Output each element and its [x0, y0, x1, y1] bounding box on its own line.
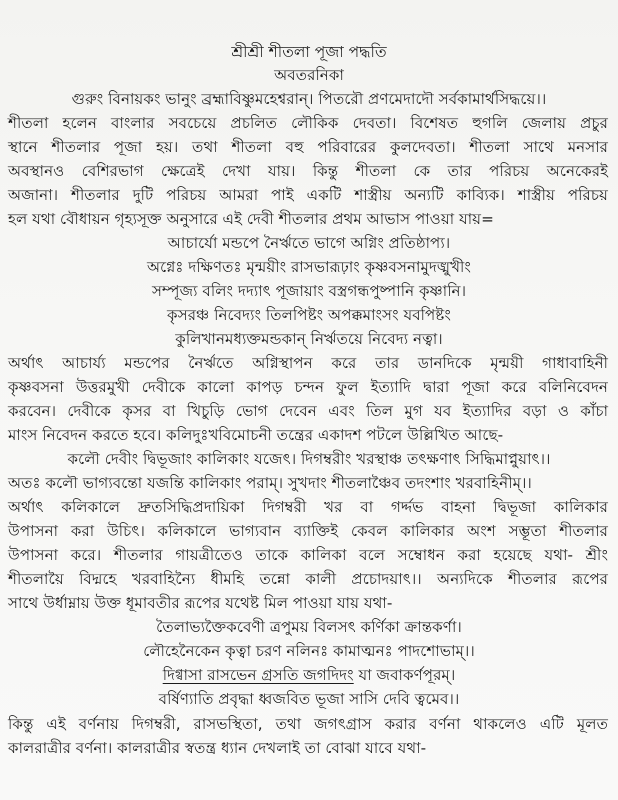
underlined-phrase: দিগ্বাসা রাসভেন গ্রসতি জগদিদং — [162, 666, 354, 684]
paragraph-line: মাংস নিবেদন করতে হবে। কলিদুঃখবিমোচনী তন্ত্রের একাদশ পটলে উল্লিখিত আছে- — [8, 426, 504, 444]
verse-line: লৌহেনৈকেন কৃত্বা চরণ নলিনঃ কামাত্মনঃ পাদশোভাম্।। — [143, 642, 475, 660]
paragraph-line: উপাসনা করা উচিৎ। কলিকালে ভাগ্যবান ব্যাক্তিই কেবল কালিকার অংশ সম্ভূতা শীতলার — [8, 522, 608, 540]
verse-line: সম্পূজ্য বলিং দদ্যাৎ পূজায়াং বস্ত্রগন্ধপুষ্পানি কৃষ্ণানি। — [151, 282, 467, 300]
paragraph-line: হল যথা বৌধায়ন গৃহ্যসূক্ত অনুসারে এই দেবী শীতলার প্রথম আভাস পাওয়া যায়= — [8, 210, 494, 228]
paragraph-line: কৃষ্ণবসনা উত্তরমুখী দেবীকে কালো কাপড় চন্দন ফুল ইত্যাদি দ্বারা পূজা করে বলিনিবেদন — [8, 378, 608, 396]
verse-line: কুলিখানমধ্যক্তমন্ডকান্ নির্ঋতয়ে নিবেদ্য নত্বা। — [175, 330, 443, 348]
paragraph-line: উপাসনা করে। শীতলার গায়ত্রীতেও তাকে কালিকা বলে সম্বোধন করা হয়েছে যথা- শ্রীং — [8, 546, 608, 564]
invocation-verse: গুরুং বিনায়কং ভানুং ব্রহ্মাবিষ্ণুমহেশ্বরান্। পিতরৌ প্রণমেদাদৌ সর্বকামার্থসিদ্ধয়ে।। — [71, 90, 547, 108]
paragraph-line: কালরাত্রীর বর্ণনা। কালরাত্রীর স্বতন্ত্র ধ্যান দেখলাই তা বোঝা যাবে যথা- — [8, 739, 427, 757]
paragraph-line: অবস্থানও বেশিরভাগ ক্ষেত্রেই দেখা যায়। কিন্তু শীতলা কে তার পরিচয় অনেকেরই — [8, 162, 608, 180]
verse-line — [0, 664, 618, 686]
verse-line: অগ্নেঃ দক্ষিণতঃ মৃন্ময়ীং রাসভারূঢ়াং কৃষ্ণবসনামুদঙ্মুখীং — [147, 258, 471, 276]
document-subtitle: অবতরনিকা — [274, 66, 344, 84]
verse-line-rest: যা জবাকর্ণপূরম্। — [353, 666, 456, 684]
paragraph-line: শীতলায়ৈ বিদ্মহে খরবাহিন্যৈ ধীমহি তন্নো কালী প্রচোদয়াৎ।। অন্যদিকে শীতলার রূপের — [8, 570, 608, 588]
paragraph-line: অর্থাৎ আচার্য্য মন্ডপের নৈর্ঋতে অগ্নিস্থাপন করে তার ডানদিকে মৃন্ময়ী গাধাবাহিনী — [8, 354, 608, 372]
paragraph-line: স্থানে শীতলার পূজা হয়। তথা শীতলা বহু পরিবারের কুলদেবতা। শীতলা সাথে মনসার — [8, 138, 608, 156]
paragraph-line: অজানা। শীতলার দুটি পরিচয় আমরা পাই একটি শাস্ত্রীয় অন্যটি কাব্যিক। শাস্ত্রীয় পরিচয় — [8, 186, 608, 204]
paragraph-line: সাথে উর্ধাম্নায় উক্ত ধূমাবতীর রূপের যথেষ্ট মিল পাওয়া যায় যথা- — [8, 594, 393, 612]
verse-line: কলৌ দেবীং দ্বিভূজাং কালিকাং যজেৎ। দিগম্বরীং খরস্থাঞ্চ তৎক্ষণাৎ সিদ্ধিমাপ্নুয়াৎ।। — [67, 450, 551, 468]
verse-line: তৈলাভ্যক্তৈকবেণী ত্রপুময় বিলসৎ কর্ণিকা ক্রান্তকর্ণা। — [156, 618, 462, 636]
verse-line: অতঃ কলৌ ভাগ্যবন্তো যজন্তি কালিকাং পরাম্। সুখদাং শীতলাঞ্চৈব তদংশাং খরবাহিনীম্।। — [8, 474, 532, 492]
verse-line: আচার্যো মন্ডপে নৈর্ঋতে ভাগে অগ্নিং প্রতিষ্ঠাপ্য। — [167, 234, 451, 252]
paragraph-line: করবেন। দেবীকে কৃসর বা খিচুড়ি ভোগ দেবেন এবং তিল মুগ যব ইত্যাদির বড়া ও কাঁচা — [8, 402, 608, 420]
document-title: শ্রীশ্রী শীতলা পূজা পদ্ধতি — [231, 43, 387, 61]
paragraph-line: অর্থাৎ কলিকালে দ্রুতসিদ্ধিপ্রদায়িকা দিগম্বরী খর বা গর্দ্দভ বাহনা দ্বিভূজা কালিকার — [8, 498, 608, 516]
verse-line: কৃসরঞ্চ নিবেদ্যং তিলপিষ্টং অপক্কমাংসং যবপিষ্টং — [167, 306, 451, 324]
paragraph-line: কিন্তু এই বর্ণনায় দিগম্বরী, রাসভস্থিতা, তথা জগৎগ্রাস করার বর্ণনা থাকলেও এটি মূলত — [8, 715, 608, 733]
paragraph-line: শীতলা হলেন বাংলার সবচেয়ে প্রচলিত লৌকিক দেবতা। বিশেষত হুগলি জেলায় প্রচুর — [8, 114, 608, 132]
verse-line: বর্ষিণ্যাতি প্রবৃদ্ধা ধ্বজবিত ভূজা সাসি দেবি ত্বমেব।। — [158, 690, 460, 708]
